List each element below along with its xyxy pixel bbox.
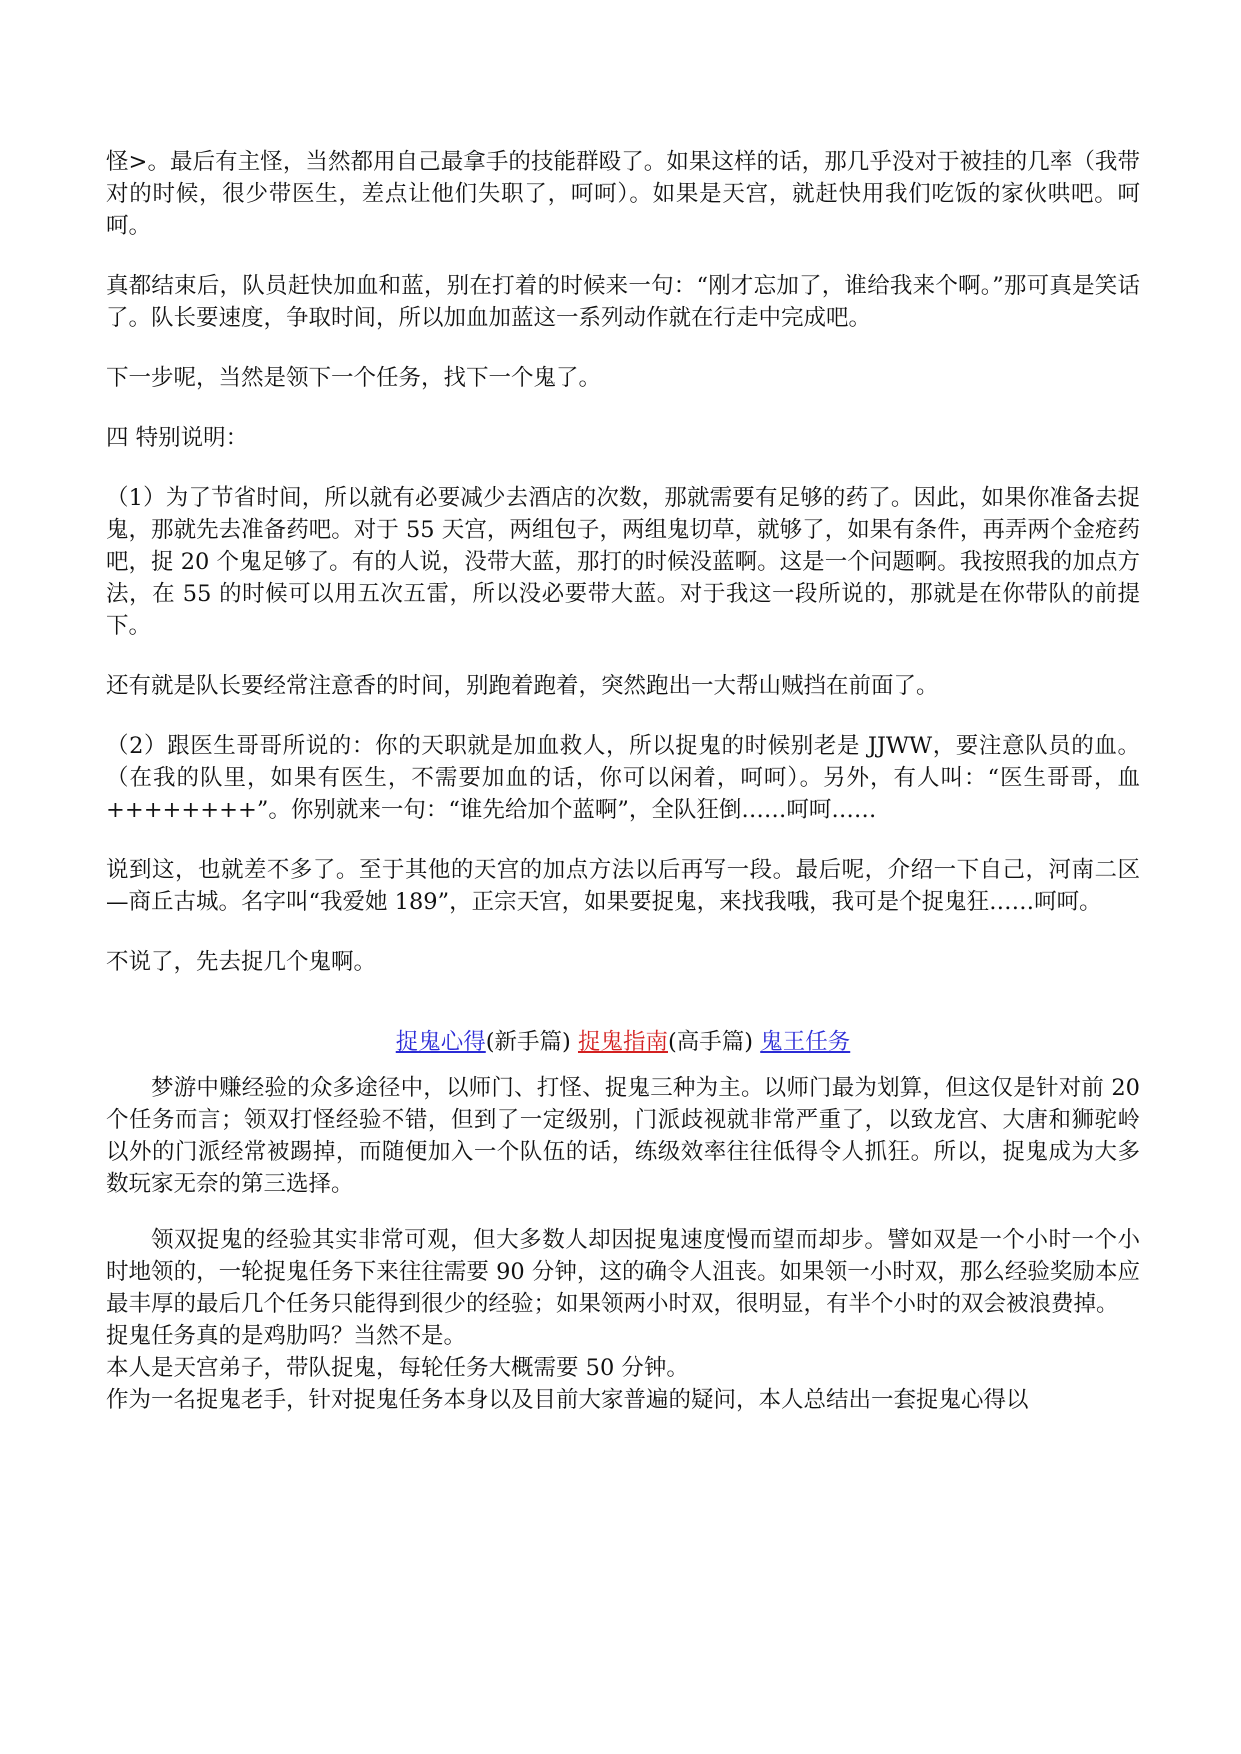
paragraph-self-intro: 说到这，也就差不多了。至于其他的天宫的加点方法以后再写一段。最后呢，介绍一下自己，河南二区—商丘古城。名字叫“我爱她 189”，正宗天宫，如果要捉鬼，来找我哦，我可是个捉鬼狂……呵呵。 [106, 857, 1140, 915]
paragraph-next-step: 下一步呢，当然是领下一个任务，找下一个鬼了。 [106, 365, 602, 391]
section-heading-special-notes: 四 特别说明： [106, 425, 249, 451]
nav-label-beginner: (新手篇) [485, 1029, 571, 1055]
paragraph-summary-intro: 作为一名捉鬼老手，针对捉鬼任务本身以及目前大家普遍的疑问，本人总结出一套捉鬼心得以 [106, 1387, 1029, 1413]
paragraph-question: 捉鬼任务真的是鸡肋吗？当然不是。 [106, 1323, 467, 1349]
paragraph-boss-fight: 怪>。最后有主怪，当然都用自己最拿手的技能群殴了。如果这样的话，那几乎没对于被挂的几率（我带对的时候，很少带医生，差点让他们失职了，呵呵）。如果是天宫，就赶快用我们吃饭的家伙哄吧。呵呵。 [106, 149, 1140, 239]
paragraph-after-battle: 真都结束后，队员赶快加血和蓝，别在打着的时候来一句：“刚才忘加了，谁给我来个啊。”那可真是笑话了。队长要速度，争取时间，所以加血加蓝这一系列动作就在行走中完成吧。 [106, 273, 1140, 331]
paragraph-closing: 不说了，先去捉几个鬼啊。 [106, 949, 377, 975]
link-ghost-catching-guide[interactable]: 捉鬼指南 [577, 1029, 668, 1055]
paragraph-incense-time: 还有就是队长要经常注意香的时间，别跑着跑着，突然跑出一大帮山贼挡在前面了。 [106, 673, 939, 699]
link-ghost-catching-tips[interactable]: 捉鬼心得 [395, 1029, 486, 1055]
link-ghost-king-quest[interactable]: 鬼王任务 [760, 1029, 851, 1055]
document-page [106, 146, 1140, 1416]
guide-nav-links [106, 1026, 1140, 1058]
paragraph-author-role: 本人是天宫弟子，带队捉鬼，每轮任务大概需要 50 分钟。 [106, 1355, 689, 1381]
paragraph-exp-methods: 梦游中赚经验的众多途径中，以师门、打怪、捉鬼三种为主。以师门最为划算，但这仅是针对前 20 个任务而言；领双打怪经验不错，但到了一定级别，门派歧视就非常严重了，以致龙宫、大唐和狮驼岭以外的门派经常被踢掉，而随便加入一个队伍的话，练级效率往往低得令人抓狂。所以，捉鬼成为大多数玩家无奈的第三选择。 [106, 1075, 1140, 1197]
paragraph-double-exp: 领双捉鬼的经验其实非常可观，但大多数人却因捉鬼速度慢而望而却步。譬如双是一个小时一个小时地领的，一轮捉鬼任务下来往往需要 90 分钟，这的确令人沮丧。如果领一小时双，那么经验奖励本应最丰厚的最后几个任务只能得到很少的经验；如果领两小时双，很明显，有半个小时的双会被浪费掉。 [106, 1227, 1140, 1317]
nav-label-expert: (高手篇) [668, 1029, 754, 1055]
paragraph-note-2: （2）跟医生哥哥所说的：你的天职就是加血救人，所以捉鬼的时候别老是 JJWW，要注意队员的血。（在我的队里，如果有医生，不需要加血的话，你可以闲着，呵呵）。另外，有人叫：“医生哥哥，血++++++++”。你别就来一句：“谁先给加个蓝啊”，全队狂倒……呵呵…… [106, 733, 1140, 823]
paragraph-note-1: （1）为了节省时间，所以就有必要减少去酒店的次数，那就需要有足够的药了。因此，如果你准备去捉鬼，那就先去准备药吧。对于 55 天宫，两组包子，两组鬼切草，就够了，如果有条件，再弄两个金疮药吧，捉 20 个鬼足够了。有的人说，没带大蓝，那打的时候没蓝啊。这是一个问题啊。我按照我的加点方法，在 55 的时候可以用五次五雷，所以没必要带大蓝。对于我这一段所说的，那就是在你带队的前提下。 [106, 485, 1140, 639]
